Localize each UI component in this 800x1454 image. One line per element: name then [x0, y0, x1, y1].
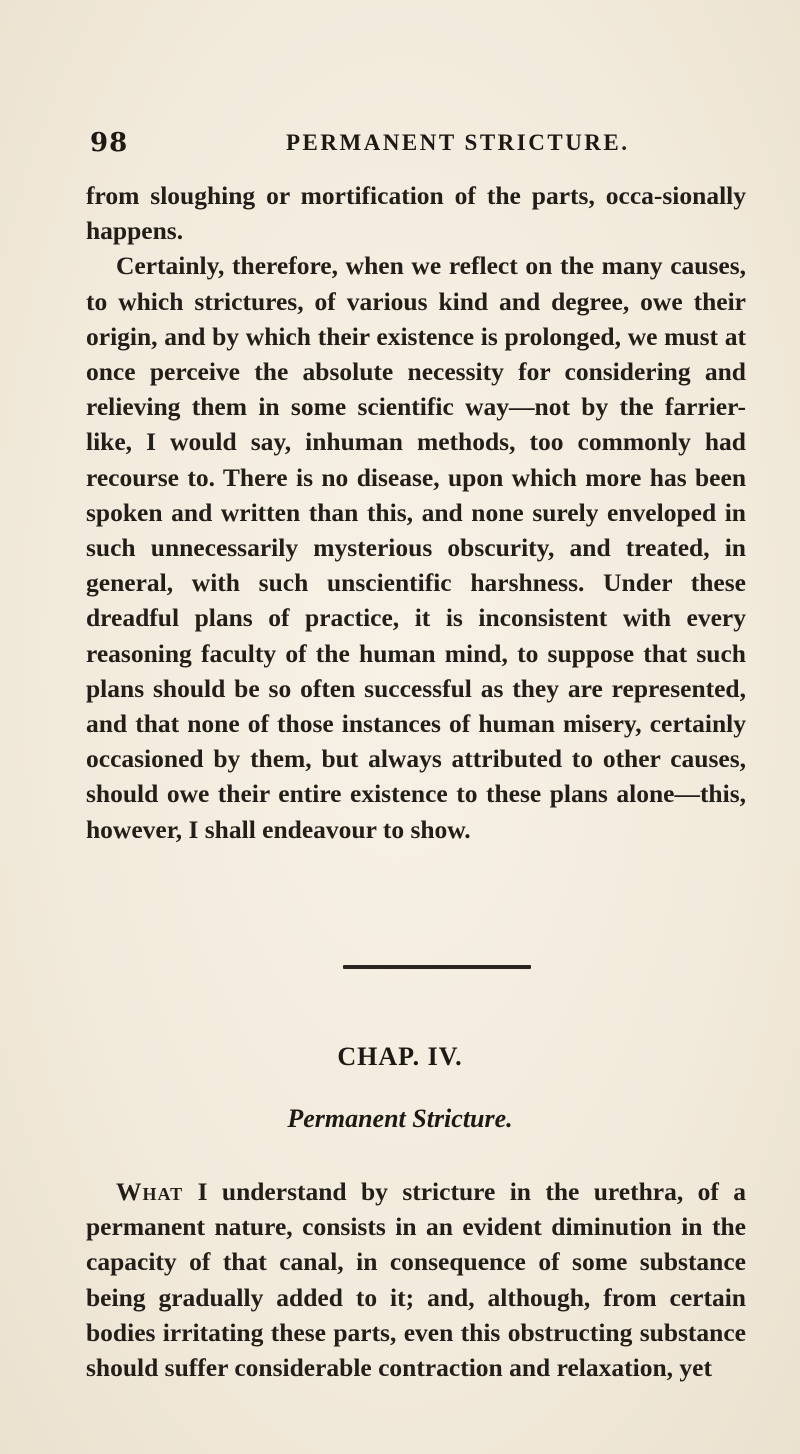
text-block-chapter-four — [86, 1174, 746, 1385]
page-number: 98 — [90, 128, 129, 158]
paragraph-what-i-understand — [86, 1174, 746, 1385]
chapter-title: CHAP. IV. — [337, 1042, 463, 1071]
text-block-before-chapter — [86, 178, 746, 847]
section-divider — [343, 965, 531, 969]
paragraph-certainly: Certainly, therefore, when we reflect on the many causes, to which strictures, of various kind and degree, owe their origin, and by which their existence is prolonged, we must at once perceive the absolute necessity for considering and relieving them in some scientific way—not by the farrier-like, I would say, inhuman methods, too commonly had recourse to. There is no disease, upon which more has been spoken and written than this, and none surely enveloped in such unnecessarily mysterious obscurity, and treated, in general, with such unscientific harshness. Under these dreadful plans of practice, it is inconsistent with every reasoning faculty of the human mind, to suppose that such plans should be so often successful as they are represented, and that none of those instances of human misery, certainly occasioned by them, but always attributed to other causes, should owe their entire existence to these plans alone—this, however, I shall endeavour to show. — [86, 251, 746, 844]
paragraph-continued: from sloughing or mortification of the parts, occa-sionally happens. — [86, 181, 746, 246]
paragraph-body: I understand by stricture in the urethra, of a permanent nature, consists in an evident diminution in the capacity of that canal, in consequence of some substance being gradually added to it; and, although, from certain bodies irritating these parts, even this obstructing substance should suffer considerable contraction and relaxation, yet — [86, 1177, 746, 1383]
page-header — [86, 128, 736, 168]
lead-word: What — [116, 1177, 184, 1206]
running-head: PERMANENT STRICTURE. — [286, 130, 630, 155]
chapter-subtitle: Permanent Stricture. — [287, 1104, 513, 1133]
